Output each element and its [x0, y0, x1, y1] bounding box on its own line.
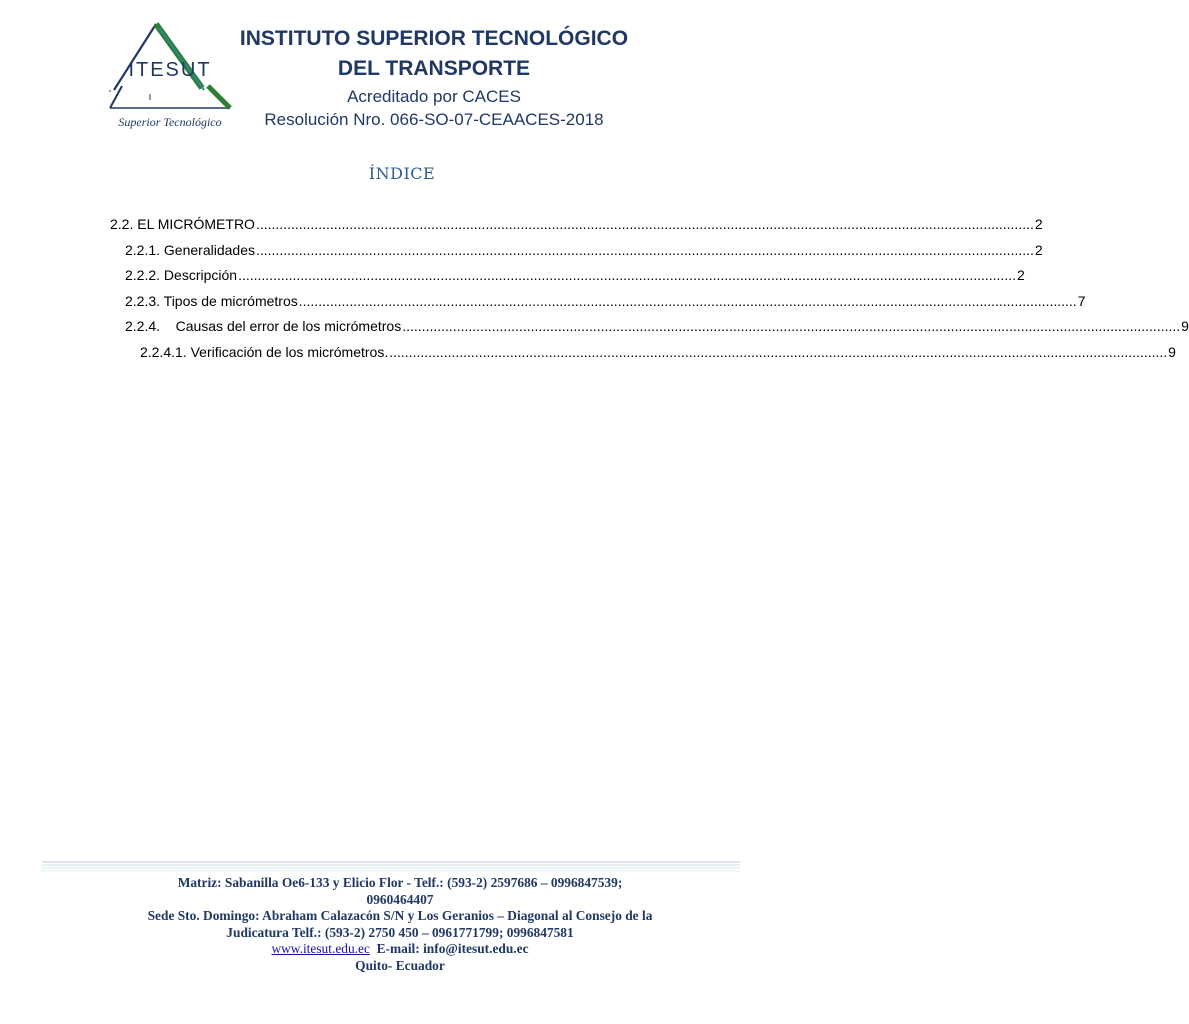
toc-entry-label: 2.2.2. Descripción [125, 267, 238, 283]
toc-entry[interactable] [110, 292, 1086, 319]
toc-entry-label: 2.2.1. Generalidades [125, 241, 255, 258]
toc-entry-page: 7 [1077, 292, 1086, 309]
toc-leader-dots: ........................................................................................................................................................................................................ [402, 318, 1181, 334]
footer-contact [100, 941, 700, 958]
toc-entry[interactable] [110, 241, 1043, 268]
toc-entry-page: 9 [1168, 343, 1176, 360]
toc-leader-dots: ........................................................................................................................................................................................................ [255, 216, 1034, 232]
toc-entry-page: 2 [1034, 241, 1043, 258]
footer-branch-phone: Judicatura Telf.: (593-2) 2750 450 – 0961771799; 0996847581 [226, 924, 574, 940]
index-title: ÍNDICE [368, 164, 436, 183]
logo-tagline: Superior Tecnológico [118, 115, 222, 129]
toc-entry[interactable] [110, 343, 1176, 370]
footer-branch-address: Sede Sto. Domingo: Abraham Calazacón S/N y Los Geranios – Diagonal al Consejo de la [147, 908, 653, 924]
institution-title-line1: INSTITUTO SUPERIOR TECNOLÓGICO [239, 27, 629, 50]
toc-entry-label: 2.2. EL MICRÓMETRO [110, 216, 255, 232]
logo-acronym: ITESUT [128, 59, 212, 81]
toc-leader-dots: ........................................................................................................................................................................................................ [389, 343, 1168, 360]
table-of-contents [110, 216, 1189, 369]
toc-entry-label: 2.2.4. Causas del error de los micrómetros [125, 318, 402, 334]
toc-entry[interactable] [110, 267, 1025, 293]
toc-entry[interactable] [110, 216, 1043, 242]
footer-divider [42, 860, 740, 874]
resolution-text: Resolución Nro. 066-SO-07-CEAACES-2018 [264, 110, 604, 129]
accreditation-text: Acreditado por CACES [347, 87, 521, 106]
toc-entry-page: 9 [1181, 318, 1189, 334]
toc-entry-page: 2 [1034, 216, 1043, 232]
page-footer [100, 875, 700, 975]
footer-city: Quito- Ecuador [355, 957, 445, 973]
toc-leader-dots: ........................................................................................................................................................................................................ [238, 267, 1016, 283]
toc-leader-dots: ........................................................................................................................................................................................................ [255, 241, 1034, 258]
institution-title-line2: DEL TRANSPORTE [337, 57, 531, 80]
institution-header [200, 24, 668, 132]
footer-email: E-mail: info@itesut.edu.ec [376, 941, 529, 957]
toc-entry-page: 2 [1017, 267, 1025, 283]
toc-entry[interactable] [110, 318, 1189, 344]
toc-entry-label: 2.2.3. Tipos de micrómetros [125, 292, 298, 309]
footer-main-phone: 0960464407 [366, 891, 434, 907]
toc-leader-dots: ........................................................................................................................................................................................................ [298, 292, 1077, 309]
footer-main-address: Matriz: Sabanilla Oe6-133 y Elicio Flor - Telf.: (593-2) 2597686 – 0996847539; [177, 875, 623, 890]
toc-entry-label: 2.2.4.1. Verificación de los micrómetros. [140, 343, 389, 360]
website-link[interactable]: www.itesut.edu.ec [271, 941, 370, 957]
